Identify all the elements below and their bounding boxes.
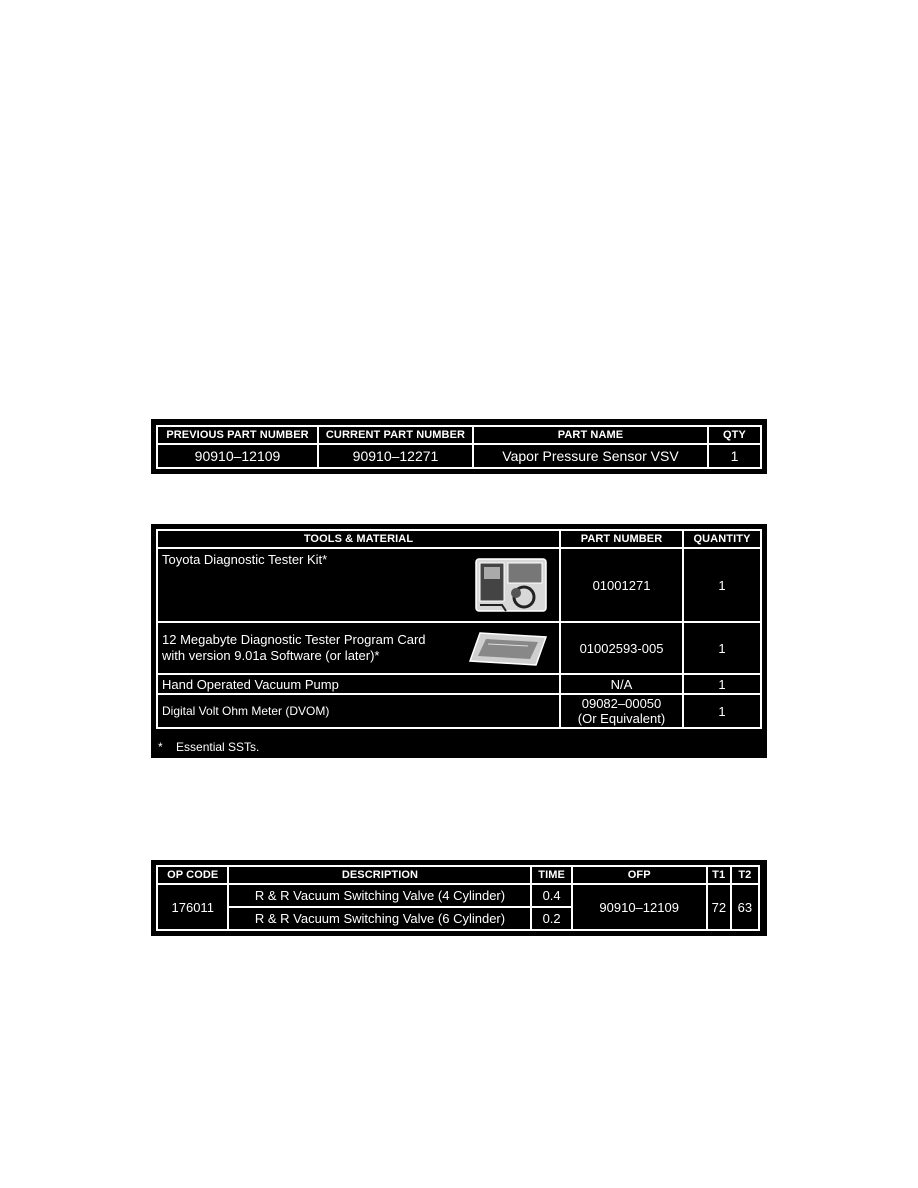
table-row: [157, 884, 759, 907]
header-description: DESCRIPTION: [228, 866, 531, 884]
table-row: [157, 694, 761, 728]
table-row: [157, 444, 761, 468]
tool-name: Toyota Diagnostic Tester Kit*: [162, 552, 328, 567]
tools-table-panel: [151, 524, 767, 758]
op-time: 0.4: [531, 884, 571, 907]
header-previous-part-number: PREVIOUS PART NUMBER: [157, 426, 318, 444]
tool-quantity: 1: [683, 694, 761, 728]
tool-part-number-line-2: (Or Equivalent): [577, 711, 666, 726]
tool-part-number: 01002593-005: [560, 622, 683, 674]
parts-table-panel: [151, 419, 767, 474]
tool-part-number-cell: [560, 694, 683, 728]
header-t2: T2: [731, 866, 759, 884]
header-current-part-number: CURRENT PART NUMBER: [318, 426, 473, 444]
footnote: [158, 740, 259, 754]
op-t2: 63: [731, 884, 759, 930]
tool-name-line-1: 12 Megabyte Diagnostic Tester Program Card: [162, 632, 426, 647]
tool-part-number: 01001271: [560, 548, 683, 622]
op-description: R & R Vacuum Switching Valve (4 Cylinder): [228, 884, 531, 907]
table-row: [157, 622, 761, 674]
header-op-code: OP CODE: [157, 866, 228, 884]
op-time: 0.2: [531, 907, 571, 930]
op-t1: 72: [707, 884, 731, 930]
tool-name: Hand Operated Vacuum Pump: [157, 674, 560, 694]
footnote-text: Essential SSTs.: [176, 740, 260, 754]
tools-header-row: [157, 530, 761, 548]
tool-name: Digital Volt Ohm Meter (DVOM): [157, 694, 560, 728]
tool-part-number-line-1: 09082–00050: [581, 696, 662, 711]
tool-quantity: 1: [683, 674, 761, 694]
part-name: Vapor Pressure Sensor VSV: [473, 444, 708, 468]
op-ofp: 90910–12109: [572, 884, 707, 930]
tool-name-cell: [157, 622, 560, 674]
header-qty: QTY: [708, 426, 761, 444]
op-code-table: [156, 865, 760, 931]
header-quantity: QUANTITY: [683, 530, 761, 548]
header-part-name: PART NAME: [473, 426, 708, 444]
current-part-number: 90910–12271: [318, 444, 473, 468]
program-card-icon: [468, 629, 548, 669]
header-time: TIME: [531, 866, 571, 884]
tool-name-cell: [157, 548, 560, 622]
footnote-mark: *: [158, 740, 163, 754]
diagnostic-tester-kit-icon: [472, 553, 550, 615]
header-ofp: OFP: [572, 866, 707, 884]
header-part-number: PART NUMBER: [560, 530, 683, 548]
header-t1: T1: [707, 866, 731, 884]
previous-part-number: 90910–12109: [157, 444, 318, 468]
parts-header-row: [157, 426, 761, 444]
part-qty: 1: [708, 444, 761, 468]
parts-table: [156, 425, 762, 469]
table-row: [157, 674, 761, 694]
tools-table: [156, 529, 762, 729]
header-tools-material: TOOLS & MATERIAL: [157, 530, 560, 548]
tool-name-line-2: with version 9.01a Software (or later)*: [162, 648, 380, 663]
table-row: [157, 548, 761, 622]
op-description: R & R Vacuum Switching Valve (6 Cylinder): [228, 907, 531, 930]
tool-part-number: N/A: [560, 674, 683, 694]
tool-quantity: 1: [683, 622, 761, 674]
tool-quantity: 1: [683, 548, 761, 622]
op-code: 176011: [157, 884, 228, 930]
op-header-row: [157, 866, 759, 884]
op-code-table-panel: [151, 860, 767, 936]
